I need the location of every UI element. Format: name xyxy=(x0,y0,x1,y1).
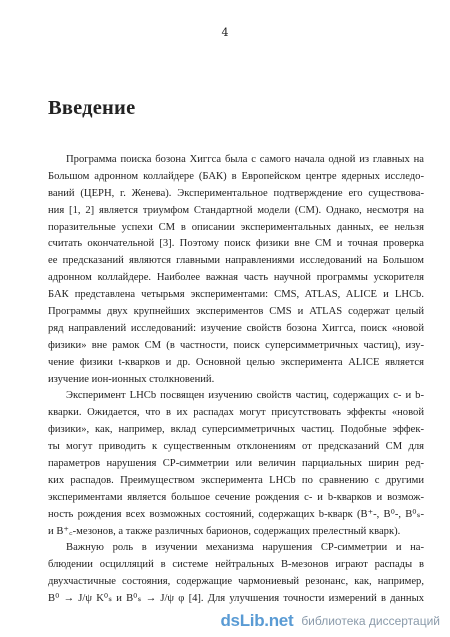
text-line: адронном коллайдере. Наиболее важная часть научной программы ускорителя xyxy=(48,272,424,284)
text-line: Эксперимент LHCb посвящен изучению свойств частиц, содержащих c- и b- xyxy=(66,390,424,402)
text-line: ряд направлений исследований: изучение свойств бозона Хиггса, поиск «новой xyxy=(48,322,424,334)
page-number: 4 xyxy=(221,26,229,39)
text-line: Важную роль в изучении механизма нарушения CP-симметрии и на- xyxy=(66,542,424,554)
watermark-caption: библиотека диссертаций xyxy=(301,614,440,628)
text-line: и B⁺꜀-мезонов, а также различных барионов, содержащих прелестный кварк). xyxy=(48,525,401,537)
text-line: ния [1, 2] является триумфом Стандартной модели (СМ). Однако, несмотря на xyxy=(48,204,424,216)
text-line: ность рождения всех возможных состояний, содержащих b-кварк (B⁺-, B⁰-, B⁰ₛ- xyxy=(48,508,424,520)
text-line: ее предсказаний являются главными направлениями исследований на Большом xyxy=(48,255,424,267)
text-line: физики» вне рамок СМ (в частности, поиск суперсимметричных частиц), изу- xyxy=(48,339,424,351)
text-line: чение физики t-кварков и др. Основной целью эксперимента ALICE является xyxy=(48,356,424,368)
body-text xyxy=(48,152,424,608)
watermark xyxy=(218,611,442,631)
text-line: ты могут приводить к существенным отклонениям от предсказаний СМ для xyxy=(48,441,424,453)
text-line: считать окончательной [3]. Поэтому поиск физики вне СМ и точная проверка xyxy=(48,238,424,250)
text-line: поразительные успехи СМ в описании экспериментальных данных, ее нельзя xyxy=(48,221,424,233)
text-line: кварки. Ожидается, что в их распадах могут присутствовать эффекты «новой xyxy=(48,407,424,419)
text-line: ких распадов. Преимуществом эксперимента LHCb по сравнению с другими xyxy=(48,474,424,486)
text-line: блюдении осцилляций в системе нейтральных B-мезонов играют распады в xyxy=(48,559,424,571)
text-line: изучение ион-ионных столкновений. xyxy=(48,373,215,385)
text-line: БАК представлена четырьмя экспериментами: CMS, ATLAS, ALICE и LHCb. xyxy=(48,289,424,301)
text-line: параметров нарушения CP-симметрии или величин парциальных ширин ред- xyxy=(48,458,424,470)
text-line: двухчастичные состояния, содержащие чармониевый резонанс, как, например, xyxy=(48,576,424,588)
text-line: экспериментами является большое сечение рождения c- и b-кварков и возмож- xyxy=(48,491,424,503)
text-line: ваний (ЦЕРН, г. Женева). Экспериментальное подтверждение его существова- xyxy=(48,187,424,199)
text-line: Большом адронном коллайдере (БАК) в Европейском центре ядерных исследо- xyxy=(48,170,424,182)
text-line: Программы двух крупнейших экспериментов CMS и ATLAS содержат целый xyxy=(48,306,424,318)
text-line: Программа поиска бозона Хиггса была с самого начала одной из главных на xyxy=(66,154,424,165)
watermark-logo: dsLib.net xyxy=(220,611,294,630)
text-line: B⁰ → J/ψ K⁰ₛ и B⁰ₛ → J/ψ φ [4]. Для улучшения точности измерений в данных xyxy=(48,593,424,605)
text-line: физики», как, например, вклад суперсимметричных частиц. Подобные эффек- xyxy=(48,424,424,436)
section-heading: Введение xyxy=(48,97,136,119)
